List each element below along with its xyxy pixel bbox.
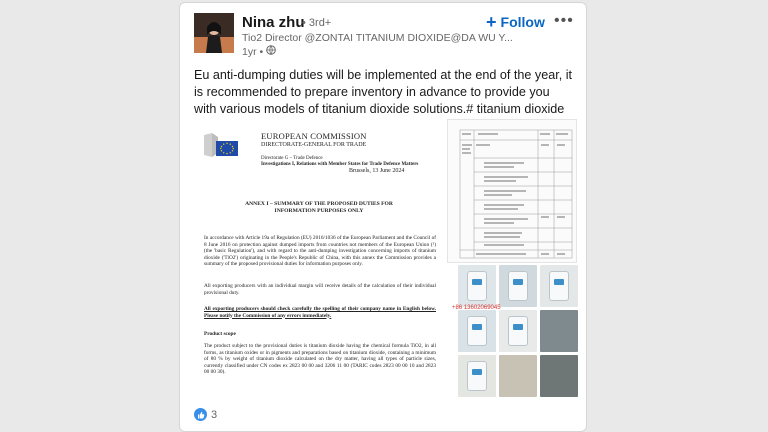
document-header <box>261 132 418 168</box>
connection-degree: • 3rd+ <box>302 17 332 29</box>
product-photo <box>458 355 496 397</box>
document-org: EUROPEAN COMMISSION <box>261 131 367 141</box>
follow-button[interactable] <box>486 14 545 30</box>
product-photo <box>499 310 537 352</box>
duty-table-scan <box>448 120 576 262</box>
post-card <box>179 2 587 432</box>
like-icon <box>194 408 207 421</box>
reactions-summary[interactable] <box>194 408 217 421</box>
product-photo <box>458 265 496 307</box>
product-photo <box>540 265 578 307</box>
document-date: Brussels, 13 June 2024 <box>349 168 405 174</box>
document-dg: DIRECTORATE-GENERAL FOR TRADE <box>261 142 367 148</box>
post-image-document[interactable] <box>194 123 444 403</box>
document-directorate: Directorate G – Trade Defence <box>261 156 323 161</box>
document-paragraph-1: In accordance with Article 19a of Regulation (EU) 2016/1036 of the European Parliament and the Council of 8 June 2016 on protection against dumped imports from countries not members of the European Union (¹) (the 'basic Regulation'), and with regard to the anti-dumping investigation concerning imports of titanium dioxide ('TiO2') originating in the People's Republic of China, with this annex the Commission provides a summary of the proposed provisional duties for information purposes only. <box>204 235 436 268</box>
annex-title: ANNEX I – SUMMARY OF THE PROPOSED DUTIES FOR INFORMATION PURPOSES ONLY <box>245 201 393 214</box>
product-photo <box>458 310 496 352</box>
post-image-duty-table[interactable] <box>447 119 577 263</box>
document-paragraph-5: The product subject to the provisional duties is titanium dioxide having the chemical formula TiO2, in all forms, as titanium oxides or in pigments and preparations based on titanium dioxide, containing a minimum of 80 % by weight of titanium dioxide calculated on the dry matter, having all types of particle sizes, currently classified under CN codes ex 2823 00 00 and 3206 11 00 (TARIC codes 2823 00 00 10 and 2823 00 00 30). <box>204 343 436 376</box>
photo-watermark: +86 13602069045 <box>452 305 501 311</box>
product-photo <box>540 310 578 352</box>
post-text: Eu anti-dumping duties will be implemented at the end of the year, it is recommended to prepare inventory in advance to provide you with various models of titanium dioxide solutions.# titanium dioxide <box>194 68 573 116</box>
follow-label: Follow <box>500 14 545 30</box>
eu-commission-logo <box>202 131 242 159</box>
product-photo <box>499 355 537 397</box>
author-avatar[interactable] <box>194 13 234 53</box>
post-age: 1yr • <box>242 45 264 58</box>
post-meta <box>242 45 276 58</box>
product-photo <box>540 355 578 397</box>
reaction-count: 3 <box>211 408 218 421</box>
post-image-product-photos[interactable] <box>458 265 578 400</box>
globe-icon <box>266 45 276 58</box>
author-headline: Tio2 Director @ZONTAI TITANIUM DIOXIDE@DA WU Y... <box>242 32 513 44</box>
document-paragraph-3: All exporting producers should check carefully the spelling of their company name in English below. Please notify the Commission of any errors immediately. <box>204 306 436 319</box>
product-photo <box>499 265 537 307</box>
document-paragraph-2: All exporting producers with an individual margin will receive details of the calculation of their individual provisional duty. <box>204 283 436 296</box>
author-name[interactable]: Nina zhu <box>242 14 305 31</box>
plus-icon: + <box>486 12 497 32</box>
more-options-icon[interactable]: ••• <box>554 12 574 29</box>
document-product-scope-heading: Product scope <box>204 331 236 337</box>
document-unit: Investigations I, Relations with Member States for Trade Defence Matters <box>261 162 419 167</box>
